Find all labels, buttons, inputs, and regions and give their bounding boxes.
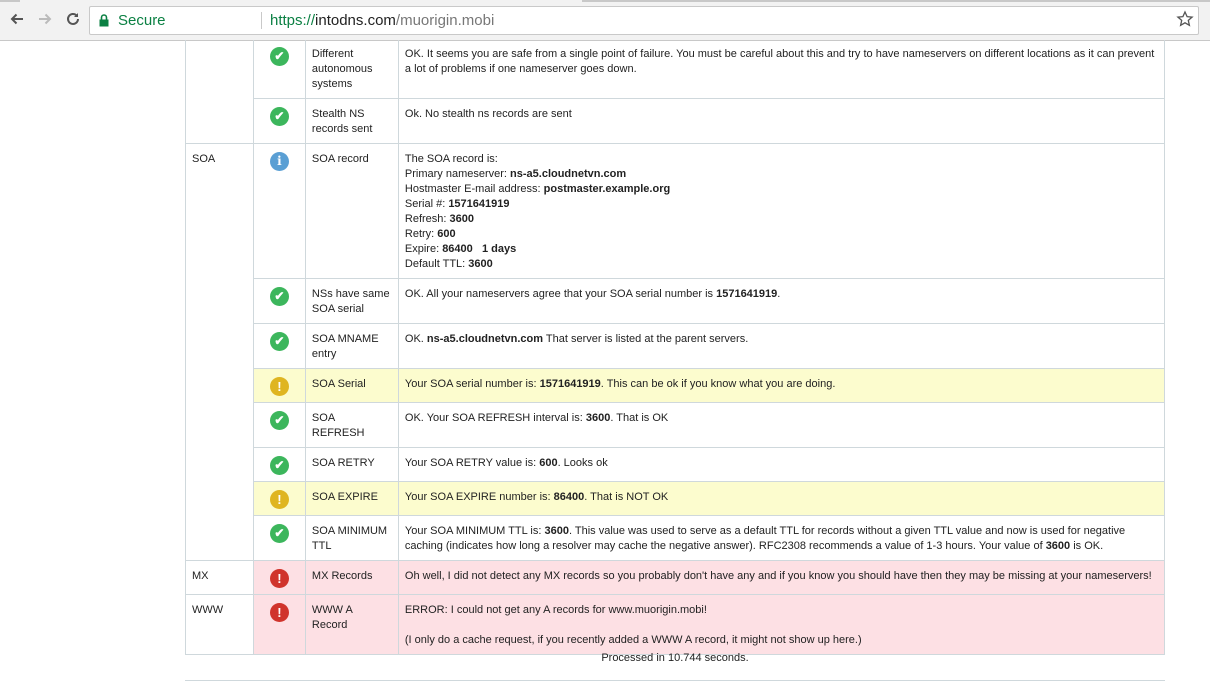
test-result-cell: OK. ns-a5.cloudnetvn.com That server is listed at the parent servers. — [398, 324, 1164, 369]
result-row — [186, 595, 1165, 655]
results-table — [185, 40, 1165, 655]
check-circle-icon: ✔ — [270, 47, 289, 66]
test-name-line: autonomous — [311, 63, 373, 75]
result-row — [186, 516, 1165, 561]
status-cell — [253, 40, 305, 99]
result-row — [186, 448, 1165, 482]
warning-circle-icon: ! — [270, 490, 289, 509]
test-name-cell — [305, 561, 398, 595]
test-name-cell — [305, 516, 398, 561]
address-bar[interactable] — [89, 6, 1199, 35]
test-result-cell: Your SOA EXPIRE number is: 86400. That is NOT OK — [398, 482, 1164, 516]
bottom-divider — [185, 680, 1165, 681]
test-name-cell — [305, 99, 398, 144]
test-name-line: SOA Serial — [311, 378, 366, 390]
check-circle-icon: ✔ — [270, 287, 289, 306]
url-scheme: https:// — [270, 12, 316, 29]
category-cell: MX — [186, 561, 254, 595]
status-cell — [253, 144, 305, 279]
status-cell — [253, 99, 305, 144]
test-name-line: SOA — [311, 412, 336, 424]
test-result-cell: Oh well, I did not detect any MX records so you probably don't have any and if you know you should have then they may be missing at your nameservers! — [398, 561, 1164, 595]
status-cell — [253, 369, 305, 403]
test-name-line: NSs have same — [311, 288, 390, 300]
test-name-line: REFRESH — [311, 427, 365, 439]
error-circle-icon: ! — [270, 569, 289, 588]
check-circle-icon: ✔ — [270, 332, 289, 351]
check-circle-icon: ✔ — [270, 456, 289, 475]
test-name-line: Stealth NS — [311, 108, 365, 120]
test-result-cell: Your SOA MINIMUM TTL is: 3600. This value was used to serve as a default TTL for records without a given TTL value and now is used for negative caching (indicates how long a resolver may cache the negative answer). RFC2308 recommends a value of 1-3 hours. Your value of 3600 is OK. — [398, 516, 1164, 561]
test-result-cell: OK. It seems you are safe from a single point of failure. You must be careful about this and try to have nameservers on different locations as it can prevent a lot of problems if one nameserver goes down. — [398, 40, 1164, 99]
test-result-cell: Your SOA serial number is: 1571641919. This can be ok if you know what you are doing. — [398, 369, 1164, 403]
test-name-line: SOA EXPIRE — [311, 491, 378, 503]
category-cell: SOA — [186, 144, 254, 561]
bookmark-star-icon[interactable] — [1176, 10, 1194, 33]
test-name-line: WWW A — [311, 604, 353, 616]
processed-time: Processed in 10.744 seconds. — [601, 652, 749, 664]
test-result-cell: Your SOA RETRY value is: 600. Looks ok — [398, 448, 1164, 482]
test-name-cell — [305, 369, 398, 403]
back-arrow-icon[interactable] — [6, 8, 28, 30]
test-name-line: SOA MINIMUM — [311, 525, 388, 537]
test-result-cell: OK. Your SOA REFRESH interval is: 3600. That is OK — [398, 403, 1164, 448]
check-circle-icon: ✔ — [270, 411, 289, 430]
result-row — [186, 40, 1165, 99]
reload-icon[interactable] — [62, 8, 84, 30]
tab-edge — [582, 0, 792, 2]
category-cell — [186, 40, 254, 144]
test-name-line: records sent — [311, 123, 373, 135]
result-row — [186, 561, 1165, 595]
test-name-cell — [305, 40, 398, 99]
test-name-line: SOA serial — [311, 303, 364, 315]
status-cell — [253, 403, 305, 448]
url-text — [270, 12, 494, 29]
test-name-line: TTL — [311, 540, 332, 552]
test-name-line: SOA MNAME — [311, 333, 379, 345]
url-path: /muorigin.mobi — [395, 12, 495, 29]
warning-circle-icon: ! — [270, 377, 289, 396]
status-cell — [253, 595, 305, 655]
url-domain: intodns.com — [315, 12, 396, 29]
result-row — [186, 369, 1165, 403]
status-cell — [253, 561, 305, 595]
test-name-line: Record — [311, 619, 348, 631]
tab-edge — [0, 0, 20, 2]
address-separator — [261, 12, 262, 29]
test-name-line: Different — [311, 48, 354, 60]
page-content — [0, 40, 1210, 682]
status-cell — [253, 482, 305, 516]
result-row — [186, 403, 1165, 448]
test-name-cell — [305, 403, 398, 448]
forward-arrow-icon[interactable] — [34, 8, 56, 30]
test-name-line: MX Records — [311, 570, 373, 582]
error-circle-icon: ! — [270, 603, 289, 622]
status-cell — [253, 448, 305, 482]
test-name-cell — [305, 482, 398, 516]
test-name-line: entry — [311, 348, 337, 360]
test-result-cell: Ok. No stealth ns records are sent — [398, 99, 1164, 144]
test-name-cell — [305, 595, 398, 655]
result-row — [186, 99, 1165, 144]
secure-label: Secure — [118, 12, 166, 29]
check-circle-icon: ✔ — [270, 107, 289, 126]
test-name-cell — [305, 324, 398, 369]
test-name-line: SOA RETRY — [311, 457, 375, 469]
status-cell — [253, 279, 305, 324]
test-name-cell — [305, 448, 398, 482]
test-result-cell: OK. All your nameservers agree that your SOA serial number is 1571641919. — [398, 279, 1164, 324]
info-circle-icon: i — [270, 152, 289, 171]
test-result-cell: ERROR: I could not get any A records for www.muorigin.mobi! (I only do a cache request, if you recently added a WWW A record, it might not show up here.) — [398, 595, 1164, 655]
result-row — [186, 482, 1165, 516]
test-name-line: SOA record — [311, 153, 369, 165]
tab-edge — [790, 0, 1210, 2]
browser-toolbar — [0, 0, 1210, 41]
result-row — [186, 279, 1165, 324]
check-circle-icon: ✔ — [270, 524, 289, 543]
status-cell — [253, 324, 305, 369]
test-name-cell — [305, 144, 398, 279]
result-row — [186, 324, 1165, 369]
status-cell — [253, 516, 305, 561]
category-cell: WWW — [186, 595, 254, 655]
test-result-cell: The SOA record is: Primary nameserver: ns-a5.cloudnetvn.com Hostmaster E-mail address: postmaster.example.org Serial #: 1571641919 Refresh: 3600 Retry: 600 Expire: 86400 1 days Default TTL: 3600 — [398, 144, 1164, 279]
result-row — [186, 144, 1165, 279]
test-name-cell — [305, 279, 398, 324]
test-name-line: systems — [311, 78, 353, 90]
lock-icon — [99, 14, 109, 32]
